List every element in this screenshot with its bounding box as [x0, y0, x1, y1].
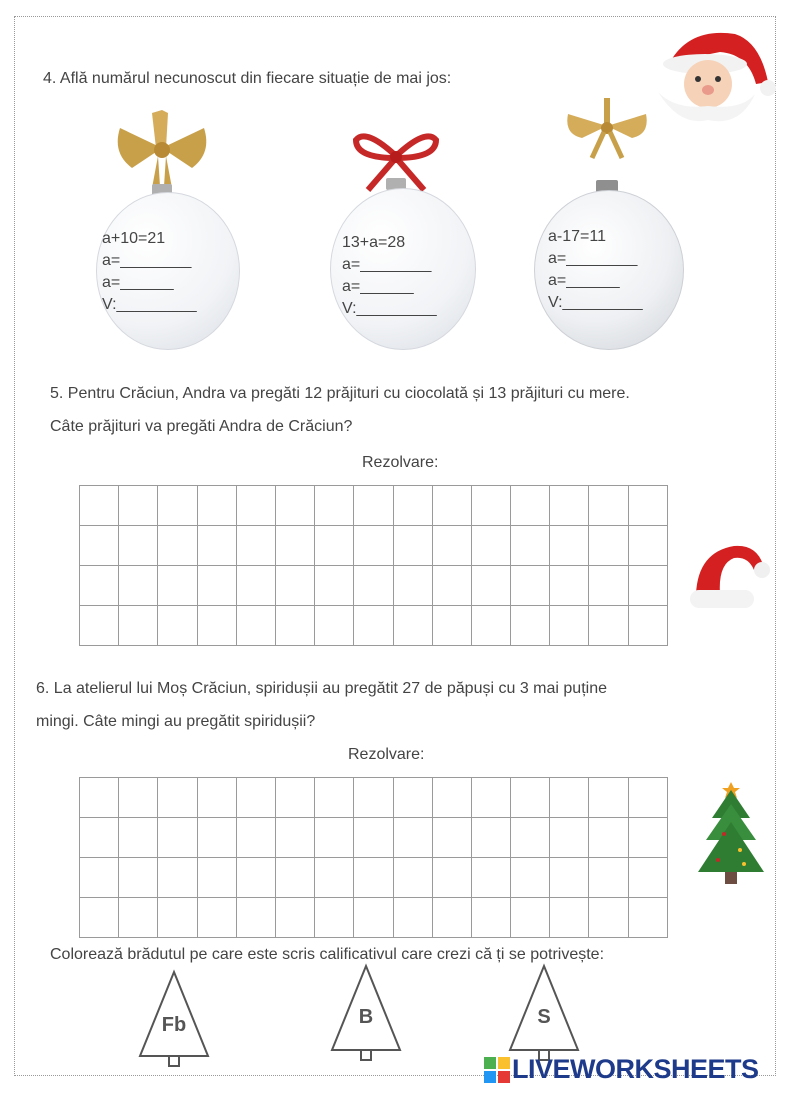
- verification-line[interactable]: V:_________: [342, 300, 437, 317]
- gold-bow-icon: [562, 96, 652, 176]
- exercise-6-line-1: 6. La atelierul lui Moș Crăciun, spiridușii au pregătit 27 de păpuși cu 3 mai puține: [36, 680, 607, 697]
- answer-line[interactable]: a=______: [342, 278, 414, 295]
- exercise-4-title: 4. Află numărul necunoscut din fiecare situație de mai jos:: [43, 70, 452, 87]
- answer-line[interactable]: a=______: [102, 274, 174, 291]
- answer-line[interactable]: a=________: [342, 256, 432, 273]
- ornament-2: [328, 118, 488, 358]
- tree-choice-s[interactable]: [508, 962, 580, 1062]
- christmas-tree-icon: [694, 778, 768, 888]
- answer-line[interactable]: a=________: [102, 252, 192, 269]
- exercise-5-line-2: Câte prăjituri va pregăti Andra de Crăciun?: [50, 418, 353, 435]
- equation-text: a-17=11: [548, 228, 606, 245]
- solution-label: Rezolvare:: [362, 454, 439, 471]
- answer-line[interactable]: a=______: [548, 272, 620, 289]
- exercise-6-line-2: mingi. Câte mingi au pregătit spiridușii?: [36, 713, 316, 730]
- santa-hat-icon: [688, 538, 772, 614]
- answer-line[interactable]: a=________: [548, 250, 638, 267]
- ornament-3: [534, 96, 694, 354]
- answer-grid[interactable]: [79, 777, 668, 938]
- exercise-5-line-1: 5. Pentru Crăciun, Andra va pregăti 12 prăjituri cu ciocolată și 13 prăjituri cu mere.: [50, 385, 630, 402]
- verification-line[interactable]: V:_________: [548, 294, 643, 311]
- tree-label: S: [537, 1006, 551, 1028]
- ornament-1: [92, 104, 252, 354]
- tree-choice-b[interactable]: [330, 962, 402, 1062]
- logo-text: LIVEWORKSHEETS: [512, 1054, 759, 1084]
- tree-label: Fb: [161, 1014, 187, 1036]
- exercise-7-instruction: Colorează brădutul pe care este scris calificativul care crezi că ți se potrivește:: [50, 946, 605, 963]
- liveworksheets-logo: [484, 1054, 759, 1085]
- live-badge-icon: [484, 1057, 510, 1083]
- equation-text: 13+a=28: [342, 234, 406, 251]
- answer-grid[interactable]: [79, 485, 668, 646]
- equation-text: a+10=21: [102, 230, 166, 247]
- solution-label: Rezolvare:: [348, 746, 425, 763]
- verification-line[interactable]: V:_________: [102, 296, 197, 313]
- tree-label: B: [358, 1006, 374, 1028]
- tree-choice-fb[interactable]: [138, 968, 210, 1068]
